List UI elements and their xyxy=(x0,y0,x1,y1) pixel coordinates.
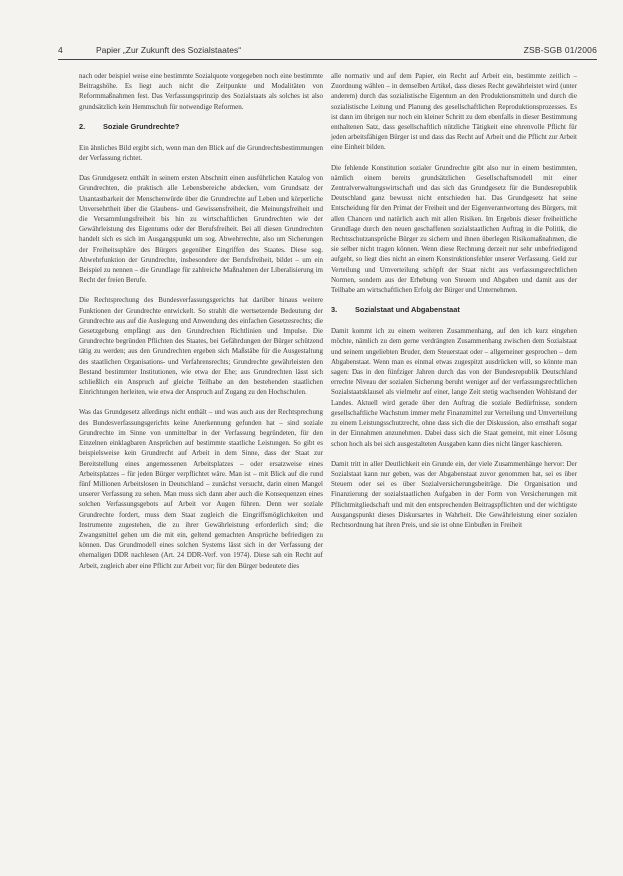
running-title: Papier „Zur Zukunft des Sozialstaates“ xyxy=(96,45,242,55)
paragraph: Das Grundgesetz enthält in seinem ersten Abschnitt einen ausführlichen Katalog von Grundrechten, die praktisch alle Lebensbereiche abdecken, vom Grundsatz der Unantastbarkeit der Menschenwürde über die Grundrechte auf Leben und körperliche Unversehrtheit über die Glaubens- und Gewissensfreiheit, die Meinungsfreiheit und die Versammlungsfreiheit bis hin zu wirtschaftlichen Grundrechten wie der Gewährleistung des Eigentums oder der Berufsfreiheit. Bei all diesen Grundrechten handelt sich es sich im Ausgangspunkt um sog. Abwehrrechte, also um Sicherungen der Freiheitssphäre des Bürgers gegenüber Eingriffen des Staates. Diese sog. Abwehrfunktion der Grundrechte, insbesondere der Berufsfreiheit, bildet – um ein Beispiel zu nennen – die Grundlage für zahlreiche Maßnahmen der Liberalisierung im Recht der freien Berufe. xyxy=(79,174,323,285)
section-title: Soziale Grundrechte? xyxy=(103,121,180,131)
document-code: ZSB-SGB 01/2006 xyxy=(523,45,597,55)
paragraph: alle normativ und auf dem Papier, ein Recht auf Arbeit ein, bestimmte zeitlich – Zuordnung wählen – in demselben Artikel, dass dieses Recht gewährleistet wird (unter anderem) durch das sozialistische Eigentum an den Produktionsmitteln und durch die sozialistische Leitung und Planung des gesellschaftlichen Reproduktionsprozesses. Es ist dann im übrigen nur noch ein kleiner Schritt zu dem ebenfalls in dieser Bestimmung enthaltenen Satz, dass gesellschaftlich nützliche Tätigkeit eine ehrenvolle Pflicht für jeden arbeitsfähigen Bürger ist und dass das Recht auf Arbeit und die Pflicht zur Arbeit eine Einheit bilden. xyxy=(331,72,577,152)
header-rule xyxy=(58,59,597,60)
section-title: Sozialstaat und Abgabenstaat xyxy=(355,305,460,315)
paragraph: Was das Grundgesetz allerdings nicht enthält – und was auch aus der Rechtsprechung des Bundesverfassungsgerichts keine Anerkennung gefunden hat – sind soziale Grundrechte im Sinne von unmittelbar in der Verfassung begründeten, für den Einzelnen einklagbaren Ansprüchen auf bestimmte staatliche Leistungen. So gibt es beispielsweise kein Grundrecht auf Arbeit in dem Sinne, dass der Staat zur Bereitstellung eines angemessenen Arbeitsplatzes – oder ersatzweise eines Arbeitsplatzes – für jeden Bürger verpflichtet wäre. Man ist – mit Blick auf die rund fünf Millionen Arbeitslosen in Deutschland – zunächst versucht, darin einen Mangel unserer Verfassung zu sehen. Man muss sich dann aber auch die Konsequenzen eines solchen Verfassungsgebots auf Arbeit vor Augen führen. Denn wer soziale Grundrechte fordert, muss dem Staat zugleich die Eingriffsmöglichkeiten und Instrumente zugestehen, die zu ihrer Gewährleistung erforderlich sind; die Zwangsmittel gehen um die mit ein, geltend gemachten Ansprüche befriedigen zu können. Das Grundmodell eines solchen Systems lässt sich in der Verfassung der ehemaligen DDR nachlesen (Art. 24 DDR-Verf. von 1974). Diese sah ein Recht auf Arbeit, zugleich aber eine Pflicht zur Arbeit vor; für den Bürger bedeutete dies xyxy=(79,408,323,570)
section-number: 2. xyxy=(79,121,86,131)
paragraph: nach oder beispiel weise eine bestimmte Sozialquote vorgegeben noch eine bestimmte Beitragshöhe. Es liegt auch nicht die Zeitpunkte und Modalitäten von Reformmaßnahmen fest. Das Verfassungsprinzip des Sozialstaats als solches ist also grundsätzlich kein Hemmschuh für notwendige Reformen. xyxy=(79,72,323,111)
paragraph: Damit tritt in aller Deutlichkeit ein Grunde ein, der viele Zusammenhänge hervor: Der Sozialstaat kann nur geben, was der Abgabenstaat zuvor genommen hat, sei es über Steuern oder sei es über Sozialversicherungsbeiträge. Die Organisation und Finanzierung der sozialstaatlichen Aufgaben in der Form von Versicherungen mit Pflichtmitgliedschaft und mit den entsprechenden Beitragspflichten und der wichtigste Ausgangspunkt dieses Diskursartes in Wahrheit. Die Gewährleistung einer sozialen Rechtsordnung hat ihren Preis, und sie ist ohne Einbußen in Freiheit xyxy=(331,459,577,529)
paragraph: Damit kommt ich zu einem weiteren Zusammenhang, auf den ich kurz eingehen möchte, nämlich zu dem gerne verdrängten Zusammenhang zwischen dem Sozialstaat und seinem ungeliebten Bruder, dem Steuerstaat oder – allgemeiner gesprochen – dem Abgabenstaat. Wenn man es einmal etwas zugespitzt ausdrücken will, so könnte man sagen: Das in den fünfziger Jahren durch das von der Bundesrepublik Deutschland errechte Niveau der sozialen Sicherung beruht weniger auf der verfassungsrechtlichen Sozialstaatsklausel als vielmehr auf einer, lange Zeit stetig wachsenden Wohlstand der Landes. Aktuell wird gerade über den Auftrag die soziale Bedürfnisse, sondern gesellschaftliche Wachstum immer mehr Finanzmittel zur Verteilung und Umverteilung zu einem Leistungsschutzrecht, ohne dass sich die der Diskussion, also ernsthaft sogar in der Einnahmen anzunehmen. Dabei dass sich die Staat gemeint, mit einer Lösung schon hoch als bei sich ausgestalteten Ausgaben kann dies nicht länger kaschieren. xyxy=(331,327,577,448)
page-number: 4 xyxy=(58,45,63,55)
right-column xyxy=(331,71,577,540)
left-column xyxy=(79,71,323,581)
paragraph: Die Rechtsprechung des Bundesverfassungsgerichts hat darüber hinaus weitere Funktionen der Grundrechte entwickelt. So strahlt die wertsetzende Bedeutung der Grundrechte aus auf die Auslegung und Anwendung des einfachen Gesetzesrechts; die Gesetzgebung empfängt aus den Grundrechten Richtlinien und Impulse. Die Grundrechte begründen Pflichten des Staates, bei Gefährdungen der Bürger schützend tätig zu werden; aus den Grundrechten ergeben sich Maßstäbe für die Ausgestaltung des staatlichen Organisations- und Verfahrensrechts; Grundrechte gewährleisten den Bestand bestimmter Institutionen, wie etwa der Ehe; aus Grundrechten lässt sich schließlich ein Anspruch auf gleiche Teilhabe an den bestehenden staatlichen Einrichtungen herleiten, wie etwa der Anspruch auf Zugang zu den Hochschulen. xyxy=(79,296,323,397)
paragraph: Die fehlende Konstitution sozialer Grundrechte gibt also nur in einem bestimmten, nämlich einem bereits grundsätzlichen Gesellschaftsmodell mit einer Zentralverwaltungswirtschaft und das sich das Grundgesetz für die Bundesrepublik Deutschland ganz bewusst nicht entschieden hat. Das Grundgesetz hat seine Entscheidung für den Primat der Freiheit und der Eigenverantwortung des Bürgers, mit allen Chancen und natürlich auch mit allen Risiken. Im Ergebnis dieser freiheitliche Grundlage durch den neuen geschaffenen sozialstaatlichen Auftrag in die Politik, die Rechtsschutzansprüche Bürger zu sichern und ihnen überlegen Risikomaßnahmen, die sie selber nicht tragen können. Wenn diese Rechnung derzeit nur sehr unbefriedigend aufgeht, so liegt dies nicht an einem Konstruktionsfehler unserer Verfassung. Geld zur Verteilung und Umverteilung schöpft der Staat nicht aus verfassungsrechtlichen Normen, sondern aus der Erhebung von Steuern und Abgaben und damit aus der Teilhabe am wirtschaftlichen Erfolg der Bürger und Unternehmen. xyxy=(331,163,577,295)
paragraph: Ein ähnliches Bild ergibt sich, wenn man den Blick auf die Grundrechtsbestimmungen der Verfassung richtet. xyxy=(79,143,323,163)
section-heading xyxy=(79,122,323,132)
section-number: 3. xyxy=(331,305,338,315)
section-heading xyxy=(331,305,577,315)
